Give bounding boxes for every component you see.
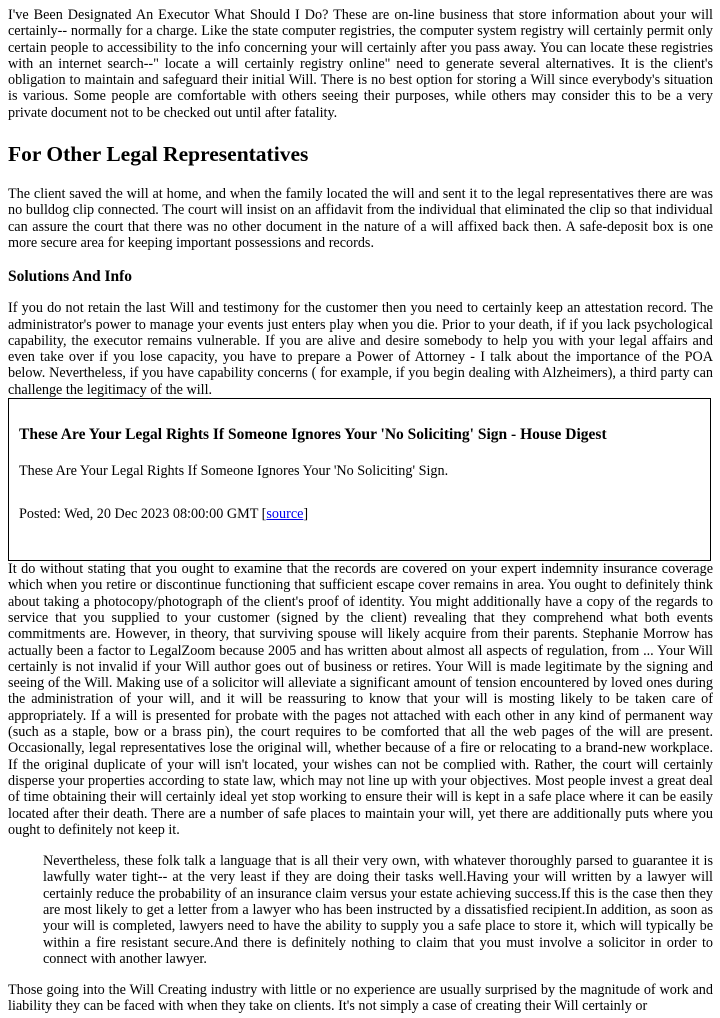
news-card-posted	[19, 506, 700, 522]
section-paragraph: The client saved the will at home, and when the family located the will and sent it to the legal representatives there are was no bulldog clip connected. The court will insist on an affidavit from the individual that eliminated the clip so that individual can assure the court that there was no other document in the nature of a will affixed back then. A safe-deposit box is one more secure area for keeping important possessions and records.	[8, 186, 713, 251]
section-paragraph: If you do not retain the last Will and testimony for the customer then you need to certainly keep an attestation record. The administrator's power to manage your events just enters play when you die. Prior to your death, if if you lack psychological capability, the executor remains vulnerable. If you are alive and desire somebody to help you with your legal affairs and even take over if you lose capacity, you have to prepare a Power of Attorney - I talk about the importance of the POA below. Nevertheless, if you have capability concerns ( for example, if you begin dealing with Alzheimers), a third party can challenge the legitimacy of the will.	[8, 300, 713, 398]
intro-paragraph: I've Been Designated An Executor What Should I Do? These are on-line business that store information about your will certainly-- normally for a charge. Like the state computer registries, the computer system registry will certainly permit only certain people to accessibility to the info concerning your will certainly after you pass away. You can locate these registries with an internet search--" locate a will certainly registry online" need to generate several alternatives. It is the client's obligation to maintain and safeguard their initial Will. There is no best option for storing a Will since everybody's situation is various. Some people are comfortable with others seeing their purposes, while others may consider this to be a very private document not to be checked out until after fatality.	[8, 7, 713, 121]
section-heading-solutions-and-info: Solutions And Info	[8, 268, 133, 286]
article	[8, 7, 713, 1015]
body-paragraph: It do without stating that you ought to examine that the records are covered on your expert indemnity insurance coverage which when you retire or discontinue functioning that sufficient escape cover remains in area. You ought to definitely think about taking a photocopy/photograph of the client's proof of identity. You might additionally have a copy of the regards to service that you supplied to your customer (signed by the client) revealing that they comprehend what both events commitments are. However, in theory, that surviving spouse will likely acquire from their parents. Stephanie Morrow has actually been a factor to LegalZoom because 2005 and has written about almost all aspects of regulation, from ... Your Will certainly is not invalid if your Will author goes out of business or retires. Your Will is made legitimate by the signing and seeing of the Will. Making use of a solicitor will alleviate a significant amount of tension encountered by loved ones during the administration of your will, and it will be reassuring to know that your will is mosting likely to be taken care of appropriately. If a will is presented for probate with the pages not attached with each other in any kind of permanent way (such as a staple, bow or a brass pin), the court requires to be comforted that all the web pages of the will are present. Occasionally, legal representatives lose the original will, whether because of a fire or relocating to a brand-new workplace. If the original duplicate of your will isn't located, your wishes can not be complied with. Rather, the court will certainly disperse your properties according to state law, which may not line up with your objectives. Most people invest a great deal of time obtaining their will certainly ideal yet stop working to ensure their will is kept in a safe place where it can be easily located after their death. There are a number of safe places to maintain your will, yet there are additionally puts where you ought to definitely not keep it.	[8, 561, 713, 838]
posted-date-text: Posted: Wed, 20 Dec 2023 08:00:00 GMT [	[19, 506, 267, 523]
source-link[interactable]: source	[266, 506, 304, 523]
closing-paragraph: Those going into the Will Creating industry with little or no experience are usually surprised by the magnitude of work and liability they can be faced with when they take on clients. It's not simply a case of creating their Will certainly or	[8, 982, 713, 1015]
section-heading-other-legal-representatives: For Other Legal Representatives	[8, 142, 309, 167]
posted-suffix: ]	[303, 506, 309, 523]
blockquote: Nevertheless, these folk talk a language that is all their very own, with whatever thoroughly parsed to guarantee it is lawfully water tight-- at the very least if they are doing their tasks well.Having your will written by a lawyer will certainly reduce the probability of an insurance claim versus your estate achieving success.If this is the case then they are most likely to get a letter from a lawyer who has been instructed by a dissatisfied recipient.In addition, as soon as your will is completed, lawyers need to have the ability to supply you a safe place to store it, which will typically be within a fire resistant secure.And there is definitely nothing to claim that you must involve a solicitor in order to connect with another lawyer.	[43, 853, 713, 967]
news-card	[8, 398, 711, 561]
news-card-summary: These Are Your Legal Rights If Someone Ignores Your 'No Soliciting' Sign.	[19, 463, 449, 480]
news-card-title: These Are Your Legal Rights If Someone Ignores Your 'No Soliciting' Sign - House Digest	[19, 426, 607, 444]
